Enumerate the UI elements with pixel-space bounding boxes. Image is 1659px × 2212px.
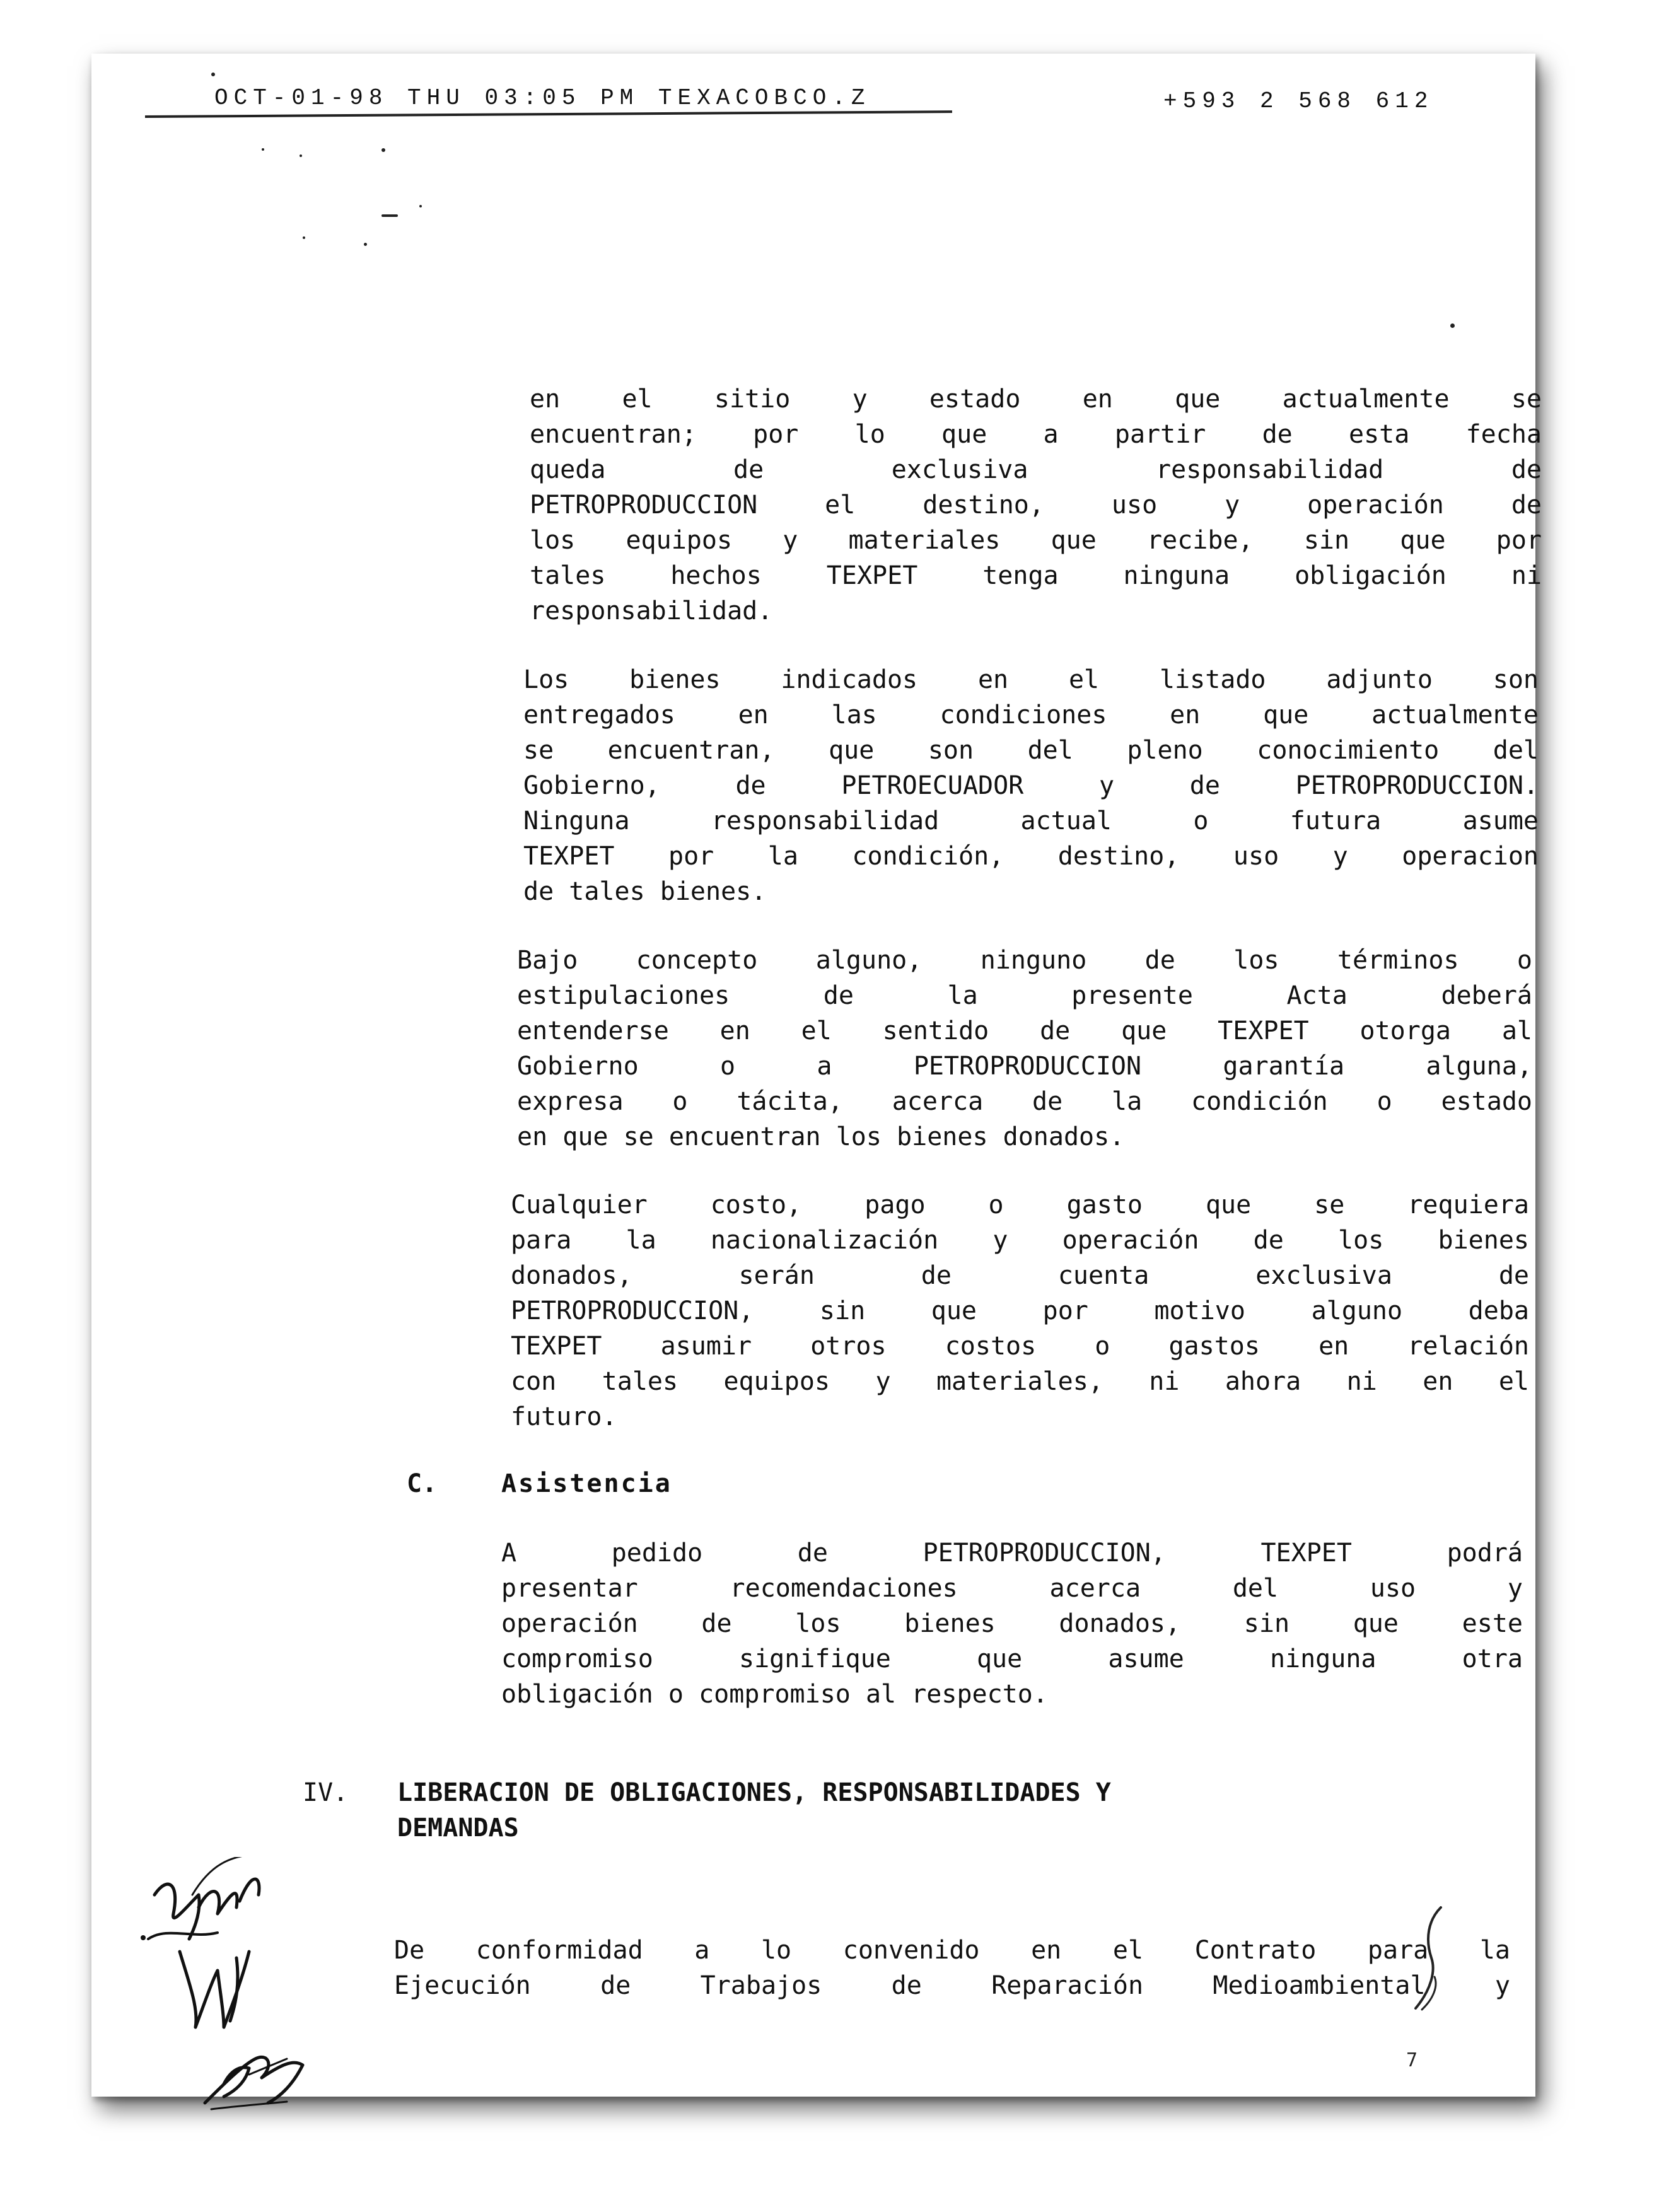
text-line: se encuentran, que son del pleno conocimiento del (523, 736, 1539, 765)
section-iv-label: IV. (303, 1778, 349, 1807)
document-page (91, 54, 1542, 2097)
scan-speck (262, 148, 264, 151)
text-line: Gobierno o a PETROPRODUCCION garantía alguna, (517, 1052, 1532, 1081)
text-line: con tales equipos y materiales, ni ahora ni en el (511, 1367, 1529, 1396)
text-line: TEXPET por la condición, destino, uso y operacion (523, 842, 1539, 871)
section-c-title: Asistencia (501, 1469, 672, 1498)
paragraph-4 (511, 1187, 1529, 1435)
text-line: obligación o compromiso al respecto. (501, 1680, 1048, 1709)
scan-speck (1450, 323, 1455, 328)
scan-speck (303, 236, 305, 239)
section-iv-title-line1: LIBERACION DE OBLIGACIONES, RESPONSABILIDADES Y (397, 1778, 1111, 1807)
text-line: queda de exclusiva responsabilidad de (530, 455, 1542, 484)
fax-header-rule (145, 110, 952, 118)
paragraph-5 (501, 1535, 1523, 1712)
text-line: estipulaciones de la presente Acta deberá (517, 981, 1532, 1010)
text-line: Gobierno, de PETROECUADOR y de PETROPRODUCCION. (523, 771, 1539, 800)
fax-header-phone: +593 2 568 612 (1163, 88, 1434, 114)
scan-speck (141, 1935, 146, 1940)
text-line: A pedido de PETROPRODUCCION, TEXPET podrá (501, 1539, 1523, 1568)
fax-header-timestamp: OCT-01-98 THU 03:05 PM TEXACOBCO.Z (214, 85, 871, 111)
scan-speck (364, 243, 367, 246)
text-line: entenderse en el sentido de que TEXPET otorga al (517, 1016, 1532, 1045)
text-line: expresa o tácita, acerca de la condición o estado (517, 1087, 1532, 1116)
text-line: encuentran; por lo que a partir de esta fecha (530, 420, 1542, 449)
text-line: Bajo concepto alguno, ninguno de los términos o (517, 946, 1532, 975)
scan-speck (300, 154, 302, 157)
text-line: compromiso signifique que asume ninguna otra (501, 1644, 1523, 1674)
text-line: tales hechos TEXPET tenga ninguna obligación ni (530, 561, 1542, 590)
section-iv-title-line2: DEMANDAS (397, 1813, 519, 1842)
text-line: donados, serán de cuenta exclusiva de (511, 1261, 1529, 1290)
text-line: entregados en las condiciones en que actualmente (523, 701, 1539, 730)
paragraph-2 (523, 662, 1539, 909)
section-c-label: C. (407, 1469, 438, 1498)
text-line: futuro. (511, 1402, 617, 1431)
paragraph-3 (517, 943, 1532, 1155)
scan-speck (381, 214, 398, 217)
paragraph-1 (530, 381, 1542, 629)
text-line: Los bienes indicados en el listado adjunto son (523, 665, 1539, 694)
text-line: presentar recomendaciones acerca del uso y (501, 1574, 1523, 1603)
text-line: Ninguna responsabilidad actual o futura asume (523, 806, 1539, 835)
text-line: responsabilidad. (530, 597, 773, 626)
text-line: Cualquier costo, pago o gasto que se requiera (511, 1190, 1529, 1220)
text-line: De conformidad a lo convenido en el Contrato para la (394, 1936, 1510, 1965)
page-number: 7 (1406, 2049, 1418, 2071)
text-line: de tales bienes. (523, 877, 767, 906)
paragraph-6 (394, 1933, 1510, 2003)
text-line: en que se encuentran los bienes donados. (517, 1122, 1125, 1151)
text-line: PETROPRODUCCION el destino, uso y operación de (530, 491, 1542, 520)
text-line: TEXPET asumir otros costos o gastos en relación (511, 1332, 1529, 1361)
handwritten-margin-mark (1397, 1901, 1453, 2015)
scan-speck (419, 205, 422, 207)
text-line: en el sitio y estado en que actualmente se (530, 385, 1542, 414)
text-line: Ejecución de Trabajos de Reparación Medioambiental y (394, 1971, 1510, 2000)
text-line: los equipos y materiales que recibe, sin que por (530, 526, 1542, 555)
text-line: para la nacionalización y operación de los bienes (511, 1226, 1529, 1255)
text-line: PETROPRODUCCION, sin que por motivo alguno deba (511, 1296, 1529, 1325)
text-line: operación de los bienes donados, sin que este (501, 1609, 1523, 1638)
scan-speck (211, 73, 215, 76)
handwritten-signatures (129, 1857, 344, 2134)
scan-speck (381, 148, 385, 152)
